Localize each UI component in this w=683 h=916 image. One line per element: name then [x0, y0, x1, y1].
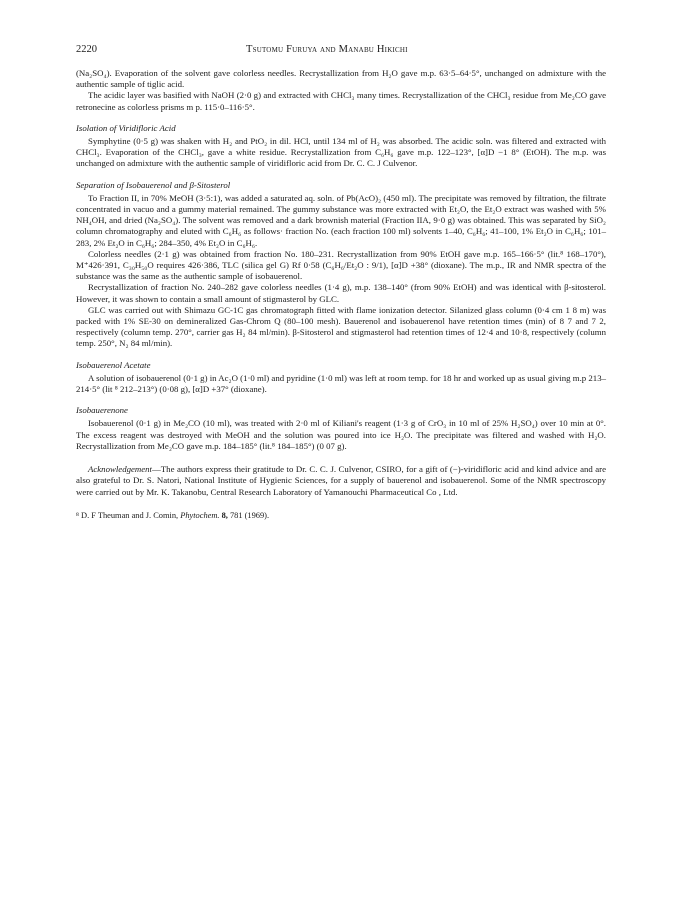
- article-body: [76, 68, 606, 521]
- reference: [76, 510, 606, 521]
- paragraph: Colorless needles (2·1 g) was obtained from fraction No. 180–231. Recrystallization from 90% EtOH gave m.p. 165–166·5° (lit.⁸ 168–170°), M⁺426·391, C₃₀H₅₀O requires 426·386, TLC (silica gel G) Rf 0·58 (C₆H₆/Et₂O : 9/1), [α]D +38° (dioxane). The m.p., IR and NMR spectra of the substance was the same as the authentic sample of isobauerenol.: [76, 248, 606, 282]
- reference-journal: Phytochem.: [180, 510, 220, 520]
- paragraph: A solution of isobauerenol (0·1 g) in Ac₂O (1·0 ml) and pyridine (1·0 ml) was left at room temp. for 18 hr and worked up as usual giving m.p 213–214·5° (lit ⁸ 212–213°) (0·08 g), [α]D +37° (dioxane).: [76, 372, 606, 395]
- running-head: [76, 44, 606, 58]
- paragraph: GLC was carried out with Shimazu GC-1C gas chromatograph fitted with flame ionization detector. Silanized glass column (0·4 cm 1 8 m) was packed with 1% SE-30 on demineralized Gas-Chrom Q (80–100 mesh). Bauerenol and isobauerenol have retention times (min) of 8 7 and 7 2, respectively (column temp. 270°, carrier gas H₂ 84 ml/min). β-Sitosterol and stigmasterol had retention times of 12·4 and 10·8, respectively (column temp. 250°, N₂ 84 ml/min).: [76, 304, 606, 349]
- reference-volume: 8,: [219, 510, 228, 520]
- acknowledgement-text: —The authors express their gratitude to Dr. C. C. J. Culvenor, CSIRO, for a gift of (−)-viridifloric acid and kind advice and are also grateful to Dr. S. Natori, National Institute of Hygienic Sciences, for a supply of bauerenol and isobauerenol. Some of the NMR spectroscopy were carried out by Mr. K. Takanobu, Central Research Laboratory of Yamanouchi Pharmaceutical Co , Ltd.: [76, 464, 606, 497]
- section-heading: Separation of Isobauerenol and β-Sitosterol: [76, 179, 231, 190]
- paragraph: Recrystallization of fraction No. 240–282 gave colorless needles (1·4 g), m.p. 138–140° (from 90% EtOH) and was identical with β-sitosterol. However, it was shown to contain a small amount of stigmasterol by GLC.: [76, 282, 606, 304]
- section-heading: Isobauerenol Acetate: [76, 359, 151, 370]
- acknowledgement-title: Acknowledgement: [88, 464, 152, 475]
- reference-number: ⁸: [76, 510, 79, 520]
- page-number: 2220: [76, 44, 97, 55]
- paragraph: The acidic layer was basified with NaOH (2·0 g) and extracted with CHCl₃ many times. Recrystallization of the CHCl₃ residue from Me₂CO gave retronecine as colorless prisms m p. 115·0–116·5°.: [76, 90, 606, 112]
- paragraph: Symphytine (0·5 g) was shaken with H₂ and PtO₂ in dil. HCl, until 134 ml of H₂ was absorbed. The acidic soln. was filtered and extracted with CHCl₃. Evaporation of the CHCl₃, gave a white residue. Recrystallization from C₆H₆ gave m.p. 122–123°, [α]D −1 8° (EtOH). The m.p. was unchanged on admixture with the authentic sample of viridifloric acid from Dr. C. C. J Culvenor.: [76, 136, 606, 169]
- page: [76, 44, 606, 521]
- paragraph: To Fraction II, in 70% MeOH (3·5:1), was added a saturated aq. soln. of Pb(AcO)₂ (450 ml). The precipitate was removed by filtration, the filtrate concentrated in vacuo and a gummy material remained. The gummy substance was more extracted with Et₂O, the Et₂O extract was washed with 5% NH₄OH, and dried (Na₂SO₄). The solvent was removed and a dark brownish material (Fraction IIA, 9·0 g) was obtained. This was separated by SiO₂ column chromatography and eluted with C₆H₆ as follows· fraction No. (each fraction 100 ml) solvents 1–40, C₆H₆; 41–100, 1% Et₂O in C₆H₆; 101–283, 2% Et₂O in C₆H₆; 284–350, 4% Et₂O in C₆H₆.: [76, 192, 606, 248]
- section-heading: Isolation of Viridifloric Acid: [76, 122, 176, 133]
- paragraph: Isobauerenol (0·1 g) in Me₂CO (10 ml), was treated with 2·0 ml of Kiliani's reagent (1·3 g of CrO₃ in 10 ml of 25% H₂SO₄) over 10 min at 0°. The excess reagent was destroyed with MeOH and the solution was poured into ice H₂O. The precipitate was filtered and washed with H₂O. Recrystallization from Me₂CO gave m.p. 184–185° (lit.⁸ 184–185°) (0 07 g).: [76, 418, 606, 451]
- acknowledgement: [76, 464, 606, 498]
- paragraph: (Na₂SO₄). Evaporation of the solvent gave colorless needles. Recrystallization from H₂O gave m.p. 63·5–64·5°, unchanged on admixture with the authentic sample of tiglic acid.: [76, 68, 606, 90]
- reference-pages: 781 (1969).: [227, 510, 270, 520]
- running-head-authors: Tsutomu Furuya and Manabu Hikichi: [246, 44, 408, 55]
- section-heading: Isobauerenone: [76, 405, 128, 416]
- reference-authors: D. F Theuman and J. Comin,: [78, 510, 181, 520]
